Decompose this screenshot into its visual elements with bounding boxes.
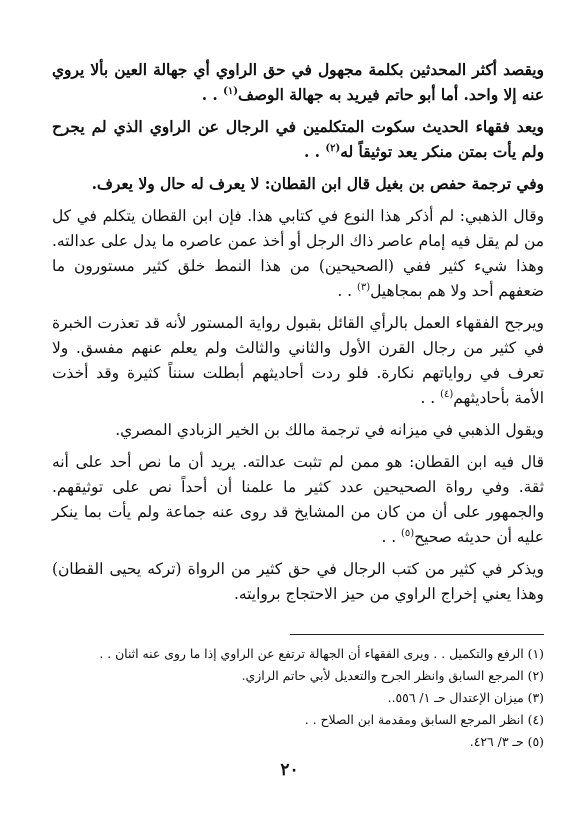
paragraph-text: ويعد فقهاء الحديث سكوت المتكلمين في الرجال عن الراوي الذي لم يجرح ولم يأت بمتن منكر يعد توثيقاً له (52, 118, 544, 161)
footnote-ref: (٤) (440, 388, 454, 400)
paragraph-text: ويذكر في كثير من كتب الرجال في حق كثير من الرواة (تركه يحيى القطان) وهذا يعني إخراج الراوي من حيز الاحتجاج بروايته. (52, 560, 544, 603)
footnote-ref: (٣) (356, 281, 371, 293)
footnote: (١) الرفع والتكميل . . ويرى الفقهاء أن الجهالة ترتفع عن الراوي إذا ما روى عنه اثنان . . (99, 646, 544, 661)
footnote-ref: (٥) (401, 527, 415, 539)
main-text (52, 58, 544, 614)
page-number: ٢٠ (280, 760, 299, 780)
footnote-separator (290, 634, 544, 635)
paragraph (52, 115, 544, 165)
paragraph (52, 58, 544, 108)
paragraph-text: وقال الذهبي: لم أذكر هذا النوع في كتابي هذا. فإن ابن القطان يتكلم في كل من لم يقل فيه إمام عاصر ذاك الرجل أو أخذ عمن عاصره ما يدل على عدالته. وهذا شيء كثير ففي (الصحيحين) من هذا النمط خلق كثير مستورون ما ضعفهم أحد ولا هم بمجاهيل (52, 207, 544, 300)
paragraph-tail: . . (303, 143, 326, 161)
paragraph (52, 557, 544, 607)
footnote: (٢) المرجع السابق وانظر الجرح والتعديل لأبي حاتم الرازي. (241, 668, 544, 683)
footnotes (52, 643, 544, 753)
paragraph (52, 172, 544, 197)
paragraph (52, 204, 544, 304)
paragraph (52, 418, 544, 443)
paragraph-text: قال فيه ابن القطان: هو ممن لم تثبت عدالته. يريد أن ما نص أحد على أنه ثقة. وفي رواة الصحيحين عدد كثير ما علمنا أن أحداً نص على توثيقهم. والجمهور على أن من كان من المشايخ قد روى عنه جماعة ولم يأت بما ينكر عليه أن حديثه صحيح (52, 453, 544, 546)
paragraph-text: ويقول الذهبي في ميزانه في ترجمة مالك بن الخير الزبادي المصري. (115, 421, 544, 439)
paragraph (52, 311, 544, 411)
footnote: (٥) حـ ٣/ ٤٢٦. (469, 734, 544, 749)
paragraph-text: ويرجح الفقهاء العمل بالرأي القائل بقبول رواية المستور لأنه قد تعذرت الخبرة في كثير من رجال القرن الأول والثاني والثالث ولم يعلم عنهم مفسق. ولا تعرف في رواياتهم نكارة. فلو ردت أحاديثهم أبطلت سنناً كثيرة وقد أخذت الأمة بأحاديثهم (52, 314, 544, 407)
paragraph-text: ويقصد أكثر المحدثين بكلمة مجهول في حق الراوي أي جهالة العين بألا يروي عنه إلا واحد. أما أبو حاتم فيريد به جهالة الوصف (52, 61, 544, 104)
footnote-ref: (١) (223, 85, 238, 97)
paragraph (52, 450, 544, 550)
paragraph-tail: . . (337, 282, 357, 300)
paragraph-tail: . . (420, 389, 441, 407)
footnote: (٣) ميزان الإعتدال حـ ١/ ٥٥٦.. (387, 690, 544, 705)
paragraph-text: وفي ترجمة حفص بن بغيل قال ابن القطان: لا يعرف له حال ولا يعرف. (91, 175, 544, 193)
paragraph-tail: . . (201, 86, 224, 104)
footnote-ref: (٢) (325, 142, 341, 154)
paragraph-tail: . . (381, 528, 402, 546)
footnote: (٤) انظر المرجع السابق ومقدمة ابن الصلاح . . (304, 712, 544, 727)
